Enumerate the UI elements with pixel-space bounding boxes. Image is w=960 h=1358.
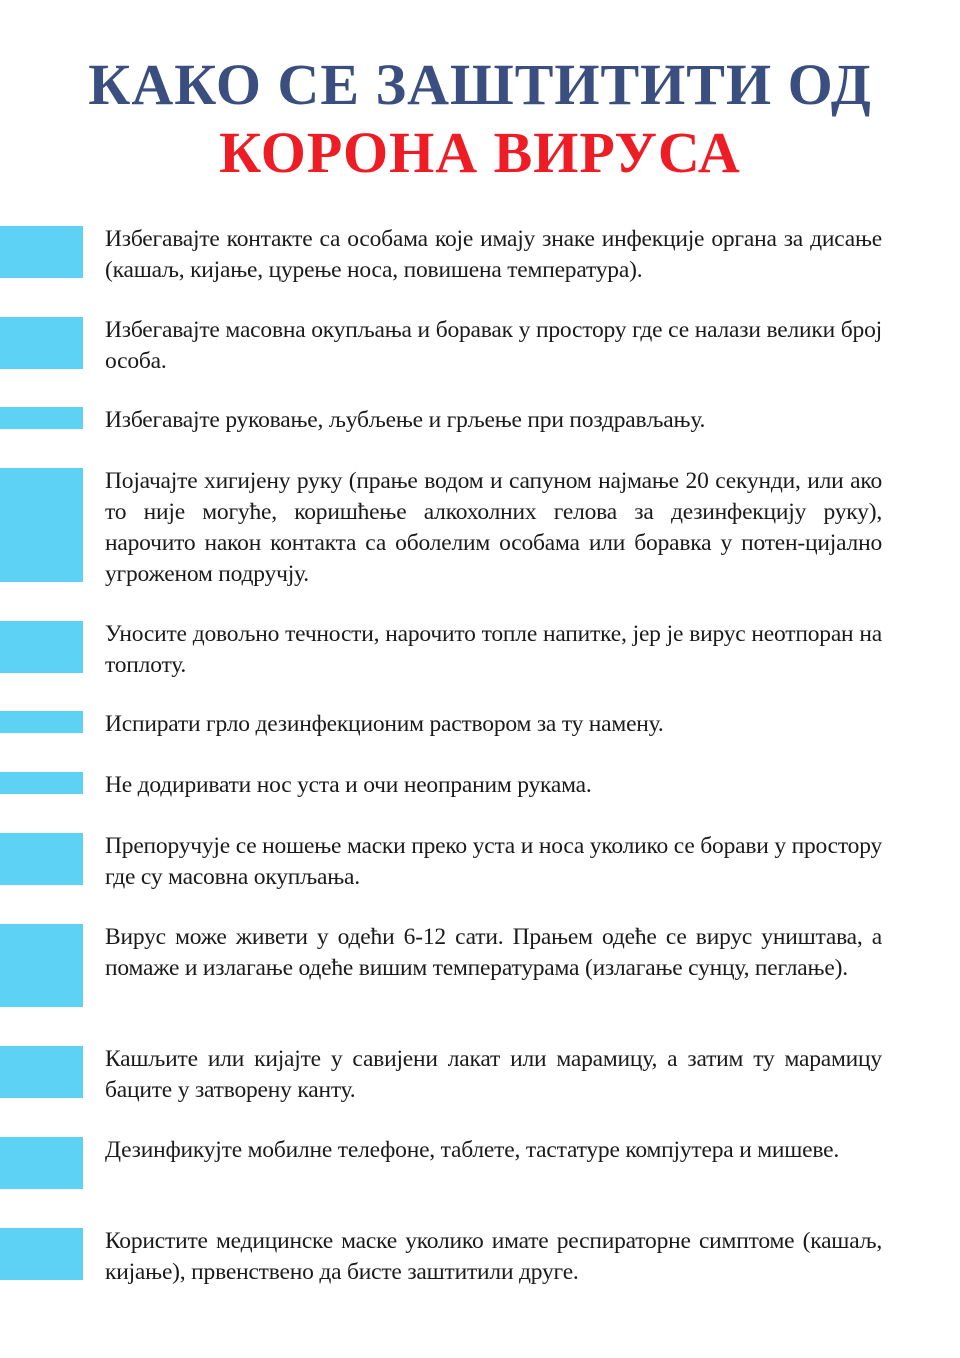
tip-text: Вирус може живети у одећи 6-12 сати. Прањем одеће се вирус уништава, а помаже и излагање одеће вишим температурама (излагање сунцу, пеглање).: [105, 924, 882, 981]
tip-text: Уносите довољно течности, нарочито топле напитке, јер је вирус неотпоран на топлоту.: [105, 621, 882, 678]
tip-text: Препоручује се ношење маски преко уста и носа уколико се борави у простору где су масовна окупљања.: [105, 833, 882, 890]
tip-text: Не додиривати нос уста и очи неопраним рукама.: [105, 772, 592, 798]
tip-marker-bar: [0, 407, 83, 429]
tip-text: Користите медицинске маске уколико имате респираторне симптоме (кашаљ, кијање), првенствено да бисте заштитили друге.: [105, 1228, 882, 1285]
tip-text: Испирати грло дезинфекционим раствором за ту намену.: [105, 711, 664, 737]
tip-marker-bar: [0, 772, 83, 794]
tip-marker-bar: [0, 833, 83, 885]
tip-text: Избегавајте масовна окупљања и боравак у простору где се налази велики број особа.: [105, 317, 882, 374]
tip-marker-bar: [0, 621, 83, 673]
tip-marker-bar: [0, 468, 83, 582]
tip-marker-bar: [0, 924, 83, 1007]
title-line-1: КАКО СЕ ЗАШТИТИТИ ОД: [88, 52, 872, 117]
tip-marker-bar: [0, 1046, 83, 1098]
tip-text: Избегавајте руковање, љубљење и грљење при поздрављању.: [105, 407, 706, 433]
tip-text: Дезинфикујте мобилне телефоне, таблете, тастатуре компјутера и мишеве.: [105, 1137, 840, 1163]
tip-text: Избегавајте контакте са особама које имају знаке инфекције органа за дисање (кашаљ, кијање, цурење носа, повишена температура).: [105, 226, 882, 283]
tip-marker-bar: [0, 1137, 83, 1189]
tip-marker-bar: [0, 226, 83, 278]
tip-text: Кашљите или кијајте у савијени лакат или марамицу, а затим ту марамицу баците у затворену канту.: [105, 1046, 882, 1103]
title-line-2: КОРОНА ВИРУСА: [219, 120, 741, 185]
tip-marker-bar: [0, 711, 83, 733]
tip-text: Појачајте хигијену руку (прање водом и сапуном најмање 20 секунди, или ако то није могуће, коришћење алкохолних гелова за дезинфекцију руку), нарочито након контакта са оболелим особама или боравка у потен-цијално угроженом подручју.: [105, 468, 882, 587]
tip-marker-bar: [0, 317, 83, 369]
tip-marker-bar: [0, 1228, 83, 1280]
